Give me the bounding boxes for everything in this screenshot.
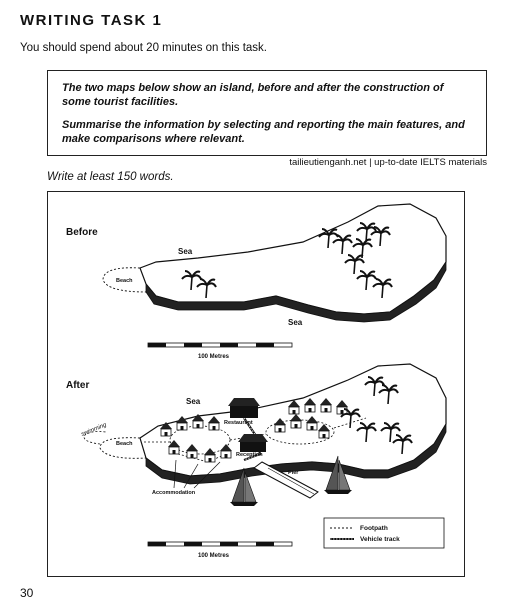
prompt-description: The two maps below show an island, before and after the construction of some tourist facilities. [62,82,444,108]
pier-label: Pier [288,470,299,476]
map-legend [324,518,444,548]
after-heading: After [66,380,90,391]
prompt-summarise: Summarise the information by selecting and reporting the main features, and make comparisons where relevant. [62,119,465,145]
legend-vehicle-track-label: Vehicle track [360,536,400,543]
source-note: tailieutienganh.net | up-to-date IELTS materials [289,157,487,168]
restaurant-building [228,398,260,418]
reception-building [238,434,268,452]
after-scale-label: 100 Metres [198,553,230,559]
after-beach-label: Beach [116,441,133,447]
after-sea-label: Sea [186,397,201,406]
before-island [103,204,446,322]
restaurant-label: Restaurant [224,420,253,426]
before-sea-top-label: Sea [178,247,193,256]
before-scale-bar [148,343,292,347]
before-sea-bottom-label: Sea [288,318,303,327]
before-scale-label: 100 Metres [198,354,230,360]
legend-footpath-label: Footpath [360,525,388,532]
swimming-label: swimming [80,422,108,438]
time-instruction: You should spend about 20 minutes on this task. [20,42,267,54]
before-beach-label: Beach [116,278,133,284]
page-number: 30 [20,586,34,600]
after-scale-bar [148,542,292,546]
maps-illustration [48,192,465,577]
reception-label: Reception [236,452,263,458]
before-heading: Before [66,227,98,238]
maps-figure [47,191,465,577]
task-prompt-box [47,70,487,156]
accommodation-label: Accommodation [152,490,196,496]
task-title: WRITING TASK 1 [20,12,163,29]
word-count-note: Write at least 150 words. [47,171,174,183]
